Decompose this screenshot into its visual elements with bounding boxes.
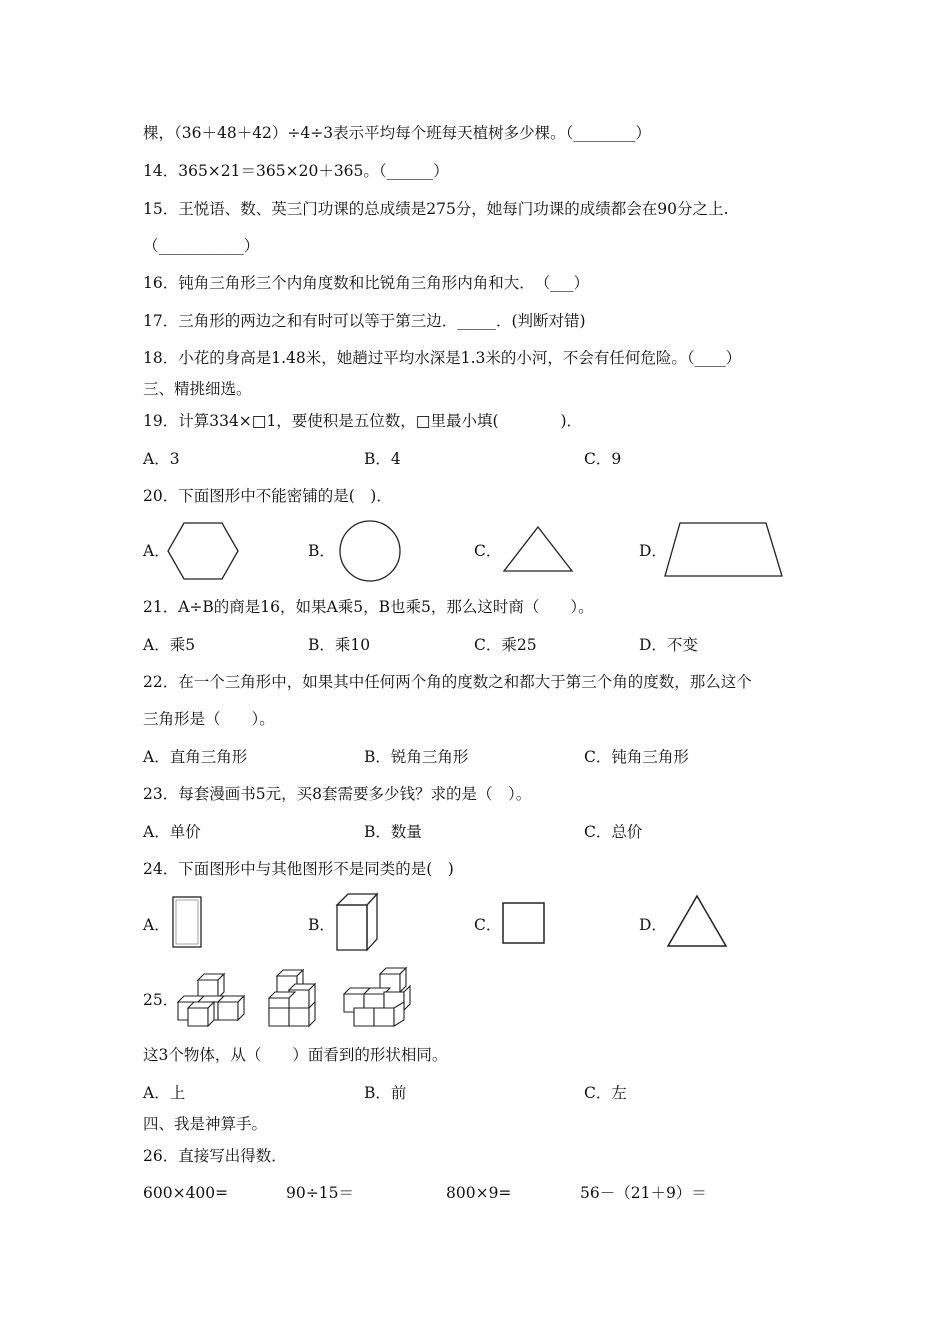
trapezoid-figure: [662, 518, 788, 580]
q22-option-c: C．钝角三角形: [584, 748, 689, 766]
section-4-heading: 四、我是神算手。: [143, 1115, 268, 1133]
question-24: 24．下面图形中与其他图形不是同类的是( ): [143, 860, 454, 878]
question-25: 25．: [143, 991, 179, 1009]
cube-stack-figure-2: [265, 966, 329, 1030]
question-15-answer: （___________）: [143, 237, 260, 255]
q21-option-b: B．乘10: [308, 636, 371, 654]
q21-option-d: D．不变: [639, 636, 698, 654]
question-22: 22．在一个三角形中，如果其中任何两个角的度数之和都大于第三个角的度数，那么这个: [143, 673, 752, 691]
question-21: 21．A÷B的商是16，如果A乘5，B也乘5，那么这时商（ ）。: [143, 598, 594, 616]
question-19: 19．计算334×□1，要使积是五位数，□里最小填( )．: [143, 412, 583, 430]
question-26: 26．直接写出得数．: [143, 1147, 287, 1165]
q19-option-b: B．4: [364, 450, 401, 468]
q22-option-a: A．直角三角形: [143, 748, 248, 766]
question-16: 16．钝角三角形三个内角度数和比锐角三角形内角和大． （___）: [143, 274, 589, 292]
q21-option-a: A．乘5: [143, 636, 196, 654]
section-3-heading: 三、精挑细选。: [143, 380, 252, 398]
calc-item-1: 600×400=: [143, 1184, 229, 1202]
q24-option-b: B．: [308, 916, 335, 934]
cuboid-figure: [334, 891, 380, 953]
q23-option-c: C．总价: [584, 823, 643, 841]
q25-option-b: B．前: [364, 1084, 407, 1102]
calc-item-4: 56－（21＋9）＝: [580, 1184, 707, 1202]
question-20: 20．下面图形中不能密铺的是( )．: [143, 487, 392, 505]
q19-option-c: C．9: [584, 450, 622, 468]
question-25-text: 这3个物体，从（ ）面看到的形状相同。: [143, 1046, 448, 1064]
q13-continuation: 棵，（36＋48＋42）÷4÷3表示平均每个班每天植树多少棵。（________）: [143, 124, 651, 142]
q20-option-b: B．: [308, 542, 335, 560]
q24-option-a: A．: [143, 916, 170, 934]
question-17: 17．三角形的两边之和有时可以等于第三边．_____．(判断对错): [143, 312, 586, 330]
q19-option-a: A．3: [143, 450, 180, 468]
q21-option-c: C．乘25: [474, 636, 537, 654]
question-23: 23．每套漫画书5元，买8套需要多少钱？求的是（ ）。: [143, 785, 532, 803]
q22-option-b: B．锐角三角形: [364, 748, 469, 766]
question-18: 18．小花的身高是1.48米，她趟过平均水深是1.3米的小河，不会有任何危险。（____）: [143, 349, 742, 367]
q24-option-d: D．: [639, 916, 667, 934]
triangle-figure: [664, 893, 730, 949]
calc-item-2: 90÷15＝: [286, 1184, 354, 1202]
cube-stack-figure-3: [340, 966, 412, 1030]
q20-option-c: C．: [474, 542, 502, 560]
triangle-figure: [501, 525, 575, 575]
q23-option-a: A．单价: [143, 823, 201, 841]
question-15: 15．王悦语、数、英三门功课的总成绩是275分，她每门功课的成绩都会在90分之上.: [143, 200, 729, 218]
question-14: 14．365×21＝365×20＋365。（______）: [143, 162, 449, 180]
calc-item-3: 800×9=: [446, 1184, 512, 1202]
q24-option-c: C．: [474, 916, 502, 934]
circle-figure: [337, 518, 403, 584]
square-figure: [500, 900, 548, 946]
q23-option-b: B．数量: [364, 823, 422, 841]
q20-option-a: A．: [143, 542, 170, 560]
hexagon-figure: [166, 521, 240, 581]
cube-stack-figure-1: [174, 966, 250, 1030]
q20-option-d: D．: [639, 542, 667, 560]
rectangle-figure: [170, 895, 204, 949]
q25-option-c: C．左: [584, 1084, 627, 1102]
question-22-cont: 三角形是（ ）。: [143, 710, 275, 728]
q25-option-a: A．上: [143, 1084, 186, 1102]
